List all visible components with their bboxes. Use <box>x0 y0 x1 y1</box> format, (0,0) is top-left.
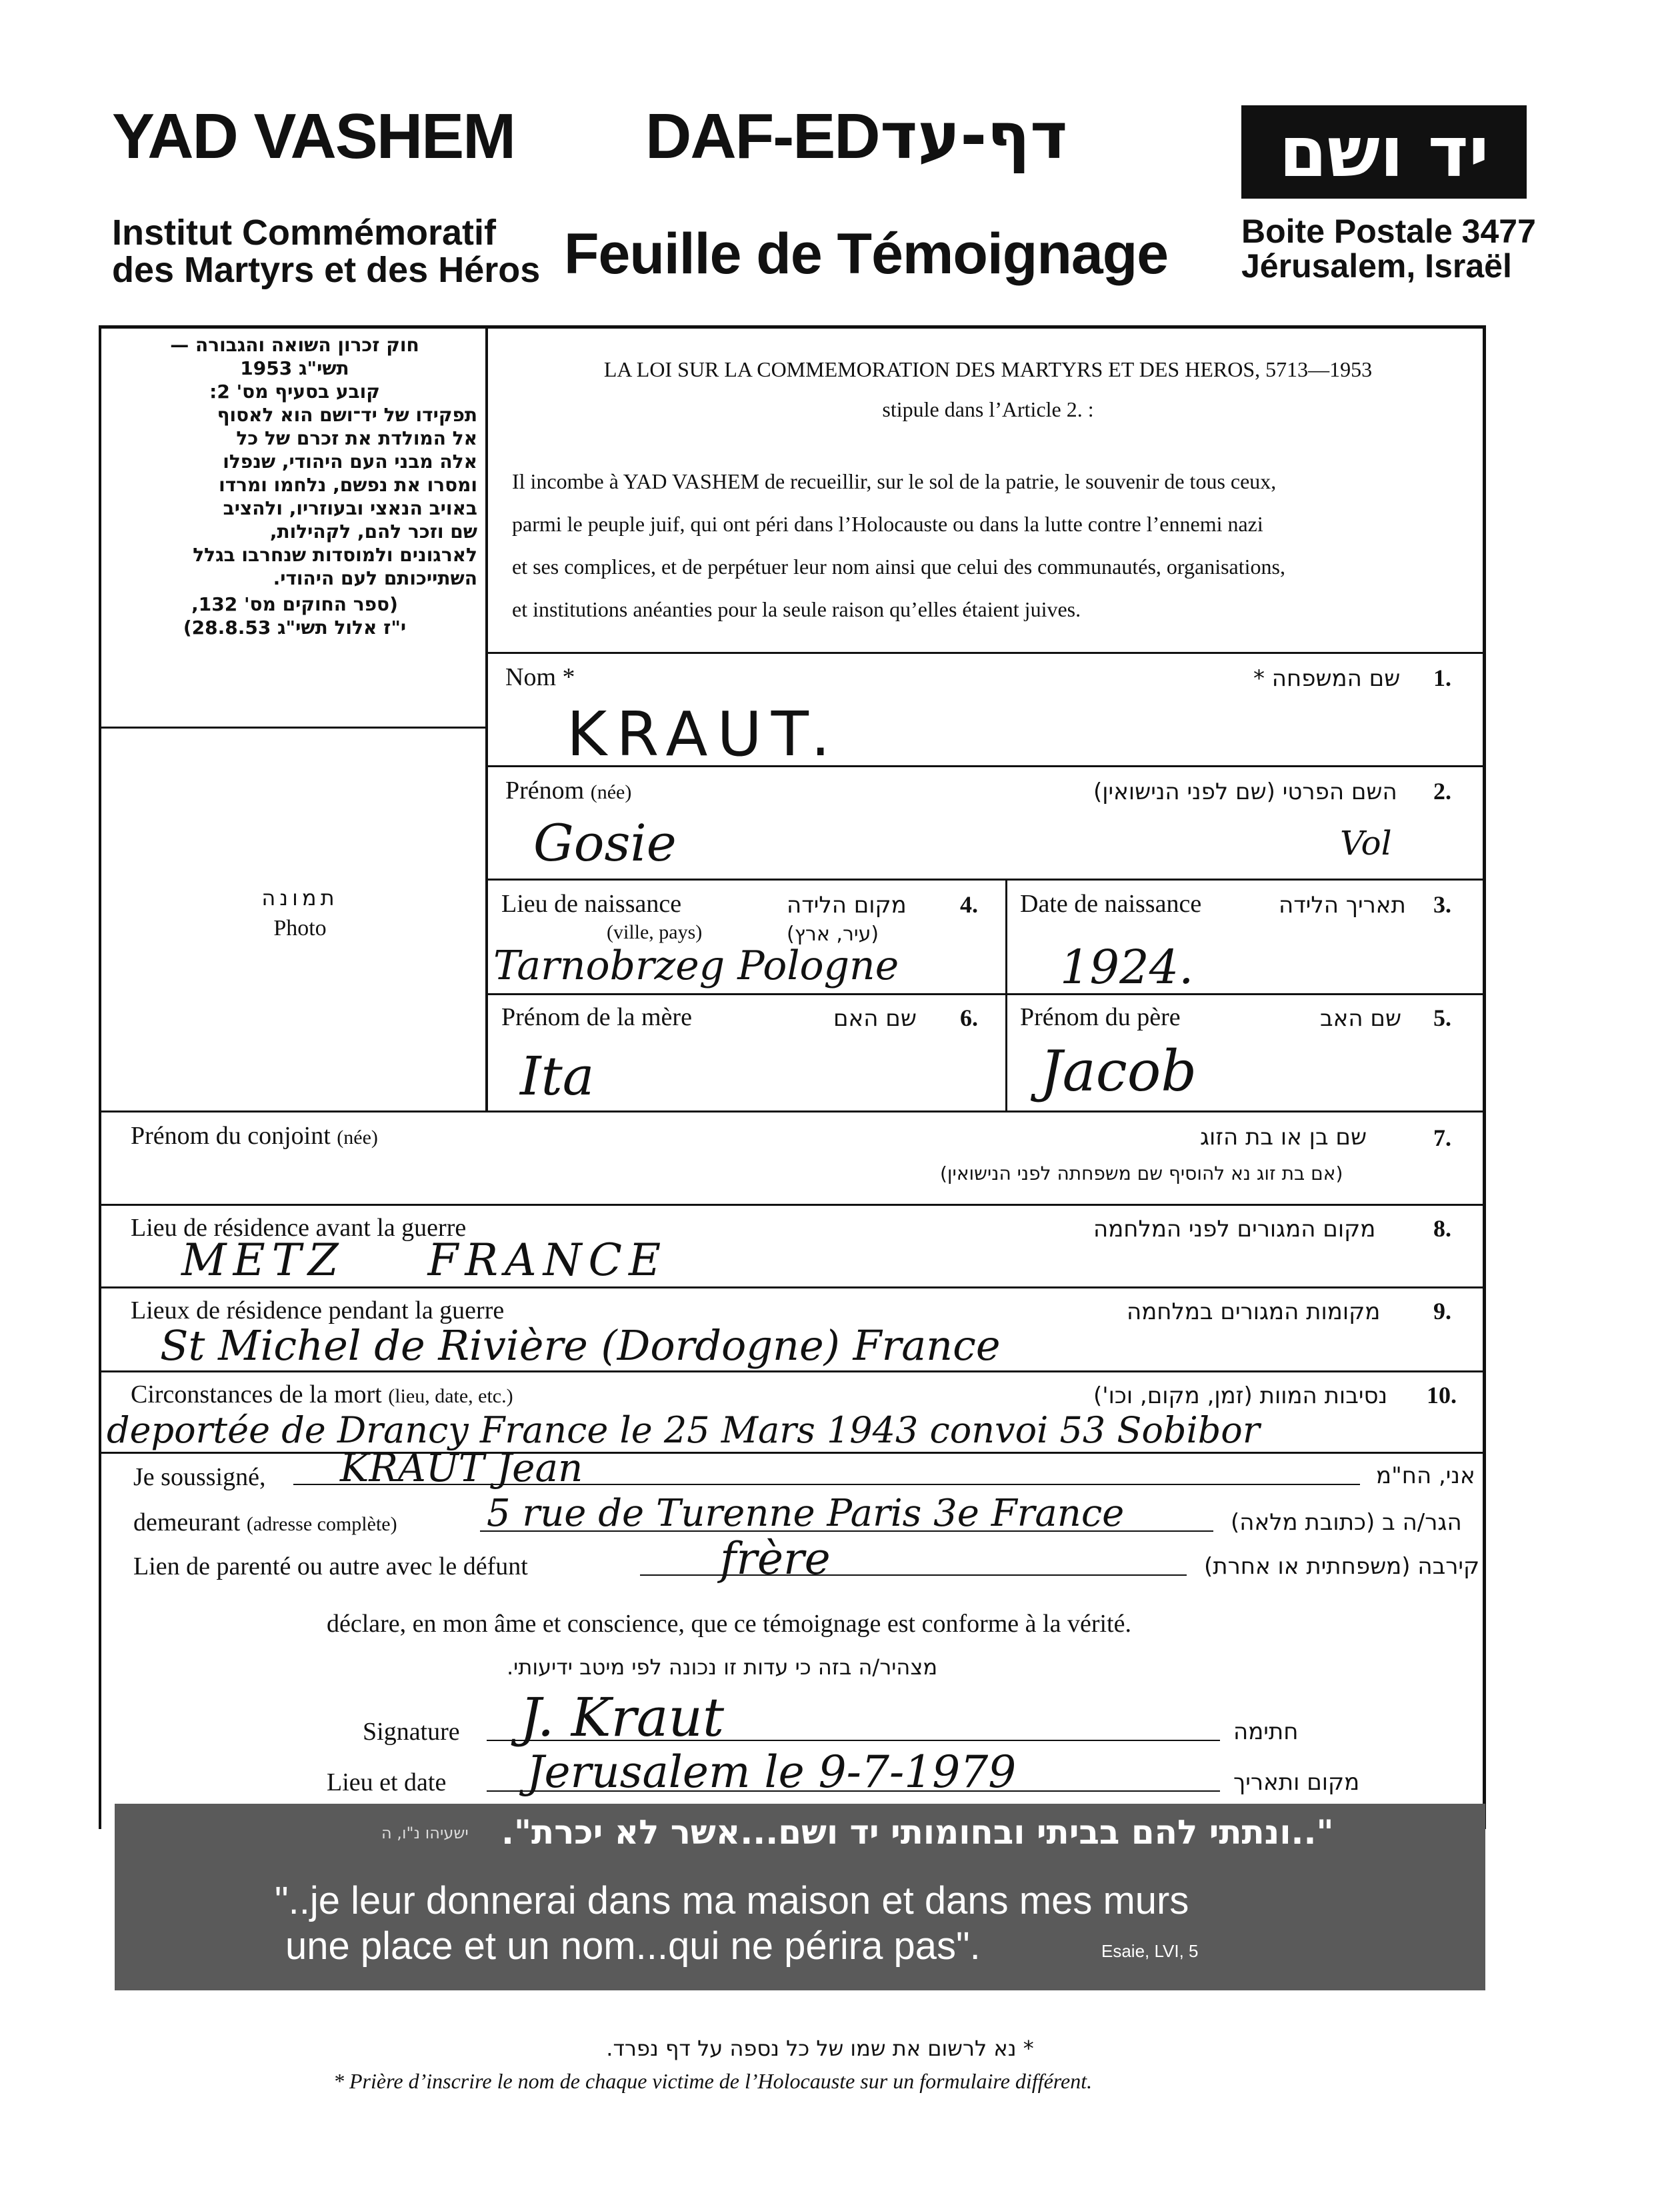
field-7-label-hebrew: שם בן או בת הזוג <box>1200 1124 1367 1150</box>
row-3-4-divider <box>1005 879 1007 1112</box>
row9-bottom <box>100 1370 1484 1372</box>
institute-line-2: des Martyrs et des Héros <box>112 250 541 290</box>
law-box-line: אלה מבני העם היהודי, שנפלו <box>223 451 477 473</box>
field-7-label-text: Prénom du conjoint <box>131 1122 331 1150</box>
law-box-title: חוק זכרון השואה והגבורה — <box>170 334 419 356</box>
declaration-text-hebrew: מצהיר/ה בזה כי עדות זו נכונה לפי מיטב ידיעותי. <box>507 1654 938 1680</box>
banner-hebrew-source: ישעיהו נ"ו, ה <box>381 1824 469 1842</box>
photo-label: Photo <box>273 916 327 941</box>
signature-label: Signature <box>363 1718 460 1746</box>
field-9-value[interactable]: St Michel de Rivière (Dordogne) France <box>160 1321 1001 1370</box>
field-6-value[interactable]: Ita <box>520 1045 595 1107</box>
field-7-label-note: (née) <box>337 1126 378 1148</box>
field-1-value[interactable]: KRAUT. <box>567 699 840 770</box>
field-6-label-hebrew: שם האם <box>833 1005 917 1032</box>
field-3-label: Date de naissance <box>1020 890 1202 918</box>
frame-right <box>1483 325 1486 1829</box>
form-name-hebrew: דף-עד <box>880 99 1068 173</box>
declarant-relation-label-hebrew-text: קירבה <box>1417 1553 1480 1580</box>
field-1-label: Nom * <box>505 663 575 691</box>
declarant-address-label-text: demeurant <box>133 1508 241 1536</box>
field-2-number: 2. <box>1433 778 1451 805</box>
field-1-label-hebrew: שם המשפחה * <box>1253 665 1401 692</box>
field-4-label-note: (ville, pays) <box>607 921 703 943</box>
field-4-number: 4. <box>960 891 978 918</box>
field-2-label-text: Prénom <box>505 777 585 805</box>
law-text-bottom <box>487 652 1484 654</box>
law-box-bottom <box>100 727 487 729</box>
signature-label-hebrew: חתימה <box>1233 1718 1299 1745</box>
declarant-name-value[interactable]: KRAUT Jean <box>340 1445 583 1490</box>
law-box-line: ומסרו את נפשם, נלחמו ומרדו <box>219 474 477 496</box>
quote-banner <box>115 1804 1485 1990</box>
field-10-label-hebrew-text: נסיבות המוות <box>1259 1382 1388 1409</box>
law-text-line: et institutions anéanties pour la seule raison qu’elles étaient juives. <box>512 597 1081 621</box>
address-line-2: Jérusalem, Israël <box>1241 247 1512 285</box>
banner-source: Esaie, LVI, 5 <box>1101 1941 1199 1961</box>
law-box-clause: קובע בסעיף מס' 2: <box>209 381 380 403</box>
row10-bottom <box>100 1452 1484 1454</box>
field-4-label-hebrew-note: (עיר, ארץ) <box>787 923 879 946</box>
row2-bottom <box>487 879 1484 881</box>
place-date-value[interactable]: Jerusalem le 9-7-1979 <box>527 1746 1017 1798</box>
institute-line-1: Institut Commémoratif <box>112 213 497 253</box>
field-2-value-extra[interactable]: Vol <box>1340 824 1392 863</box>
law-box-line: לארגונים ולמוסדות שנחרבו בגלל <box>193 544 477 566</box>
row4-bottom <box>100 1110 1484 1112</box>
field-7-number: 7. <box>1433 1124 1451 1151</box>
banner-line-1: "..je leur donnerai dans ma maison et dans mes murs <box>275 1879 1189 1922</box>
declarant-name-label-hebrew: אני, הח"מ <box>1376 1462 1475 1489</box>
field-2-label-note: (née) <box>590 781 632 803</box>
footer-note: * Prière d’inscrire le nom de chaque victime de l’Holocauste sur un formulaire différent. <box>333 2069 1093 2093</box>
field-2-label-hebrew: השם הפרטי (שם לפני הנישואין) <box>1093 779 1397 805</box>
field-10-label-hebrew-note: (זמן, מקום, וכו') <box>1093 1382 1253 1409</box>
field-6-number: 6. <box>960 1005 978 1031</box>
declarant-address-label-hebrew-note: (כתובת מלאה) <box>1231 1509 1375 1536</box>
field-7-label <box>131 1121 378 1150</box>
law-box-hebrew <box>112 333 477 639</box>
field-1-number: 1. <box>1433 665 1451 691</box>
place-date-label: Lieu et date <box>327 1768 447 1796</box>
yad-vashem-logo: יד ושם <box>1241 105 1527 199</box>
law-box-date: י"ז אלול תשי"ג 28.8.53) <box>183 617 407 639</box>
address-line-1: Boite Postale 3477 <box>1241 213 1536 250</box>
field-3-number: 3. <box>1433 891 1451 918</box>
signature-value[interactable]: J. Kraut <box>520 1686 725 1748</box>
frame-left <box>99 325 101 1829</box>
field-7-label-hebrew-note: (אם בת זוג נא להוסיף שם משפחתה לפני הנישואין) <box>940 1162 1343 1184</box>
declarant-address-label <box>133 1508 397 1537</box>
field-8-value[interactable]: METZ FRANCE <box>181 1234 668 1286</box>
declaration-text: déclare, en mon âme et conscience, que ce témoignage est conforme à la vérité. <box>327 1610 1131 1638</box>
field-10-label-text: Circonstances de la mort <box>131 1380 382 1408</box>
declarant-relation-value[interactable]: frère <box>720 1533 831 1584</box>
field-8-label: Lieu de résidence avant la guerre <box>131 1214 467 1242</box>
field-9-label-hebrew: מקומות המגורים במלחמה <box>1127 1298 1381 1325</box>
org-name: YAD VASHEM <box>112 101 515 172</box>
field-5-number: 5. <box>1433 1005 1451 1031</box>
field-9-number: 9. <box>1433 1298 1451 1324</box>
field-10-label-note: (lieu, date, etc.) <box>388 1385 513 1407</box>
field-5-label-hebrew: שם האב <box>1320 1005 1402 1032</box>
law-subtitle: stipule dans l’Article 2. : <box>882 397 1094 421</box>
declarant-relation-label: Lien de parenté ou autre avec le défunt <box>133 1552 528 1580</box>
law-title: LA LOI SUR LA COMMEMORATION DES MARTYRS ET DES HEROS, 5713—1953 <box>603 357 1373 381</box>
frame-top <box>99 325 1485 329</box>
field-8-number: 8. <box>1433 1215 1451 1242</box>
declarant-relation-label-hebrew <box>1204 1553 1479 1580</box>
law-box-line: שם וזכר להם, לקהילות, <box>269 521 477 543</box>
row3-bottom <box>487 993 1484 995</box>
form-title: Feuille de Témoignage <box>564 222 1169 286</box>
field-10-label <box>131 1380 513 1409</box>
law-text-line: Il incombe à YAD VASHEM de recueillir, sur le sol de la patrie, le souvenir de tous ceux, <box>512 469 1277 493</box>
declarant-address-label-hebrew <box>1231 1509 1462 1536</box>
photo-label-hebrew: תמונה <box>261 885 339 911</box>
field-10-label-hebrew <box>1093 1382 1387 1409</box>
law-text-line: parmi le peuple juif, qui ont péri dans l’Holocauste ou dans la lutte contre l’ennemi nazi <box>512 512 1263 536</box>
field-8-label-hebrew: מקום המגורים לפני המלחמה <box>1093 1216 1376 1242</box>
law-box-source: (ספר החוקים מס' 132, <box>191 593 398 615</box>
law-box-line: השתייכותם לעם היהודי. <box>273 567 477 589</box>
banner-hebrew-quote: "..ונתתי להם בביתי ובחומותי יד ושם...אשר לא יכרת". <box>501 1813 1334 1852</box>
field-3-label-hebrew: תאריך הלידה <box>1279 892 1406 919</box>
field-3-value[interactable]: 1924. <box>1060 940 1194 995</box>
field-10-number: 10. <box>1427 1382 1457 1408</box>
declarant-address-value[interactable]: 5 rue de Turenne Paris 3e France <box>487 1492 1125 1535</box>
footer-note-hebrew: * נא לרשום את שמו של כל נספה על דף נפרד. <box>606 2036 1034 2061</box>
place-date-label-hebrew: מקום ותאריך <box>1233 1769 1360 1796</box>
form-name: DAF-ED <box>645 101 879 172</box>
declarant-name-label: Je soussigné, <box>133 1463 266 1491</box>
law-text-line: et ses complices, et de perpétuer leur nom ainsi que celui des communautés, organisations, <box>512 555 1285 579</box>
row7-bottom <box>100 1204 1484 1206</box>
field-6-label: Prénom de la mère <box>501 1003 692 1031</box>
row8-bottom <box>100 1286 1484 1288</box>
law-box-year: תשי"ג 1953 <box>240 357 349 379</box>
law-box-line: תפקידו של יד־ושם הוא לאסוף <box>217 404 477 426</box>
field-4-label-hebrew: מקום הלידה <box>787 892 907 919</box>
field-4-value[interactable]: Tarnobrzeg Pologne <box>493 943 899 989</box>
field-5-label: Prénom du père <box>1020 1003 1181 1031</box>
field-10-value[interactable]: deportée de Drancy France le 25 Mars 1943 convoi 53 Sobibor <box>107 1409 1260 1451</box>
field-2-label <box>505 776 631 805</box>
field-5-value[interactable]: Jacob <box>1040 1039 1197 1104</box>
law-box-line: אל המולדת את זכרם של כל <box>236 427 477 449</box>
declarant-address-label-hebrew-text: הגר/ה ב <box>1382 1509 1462 1536</box>
field-4-label: Lieu de naissance <box>501 890 682 918</box>
declarant-relation-label-hebrew-note: (משפחתית או אחרת) <box>1204 1553 1411 1580</box>
field-9-label: Lieux de résidence pendant la guerre <box>131 1296 505 1324</box>
field-2-value[interactable]: Gosie <box>533 813 677 873</box>
law-text <box>512 460 1472 631</box>
law-box-line: באויב הנאצי ובעוזריו, ולהציב <box>223 497 477 519</box>
declarant-address-label-note: (adresse complète) <box>246 1513 397 1535</box>
banner-line-2: une place et un nom...qui ne périra pas". <box>285 1924 981 1968</box>
